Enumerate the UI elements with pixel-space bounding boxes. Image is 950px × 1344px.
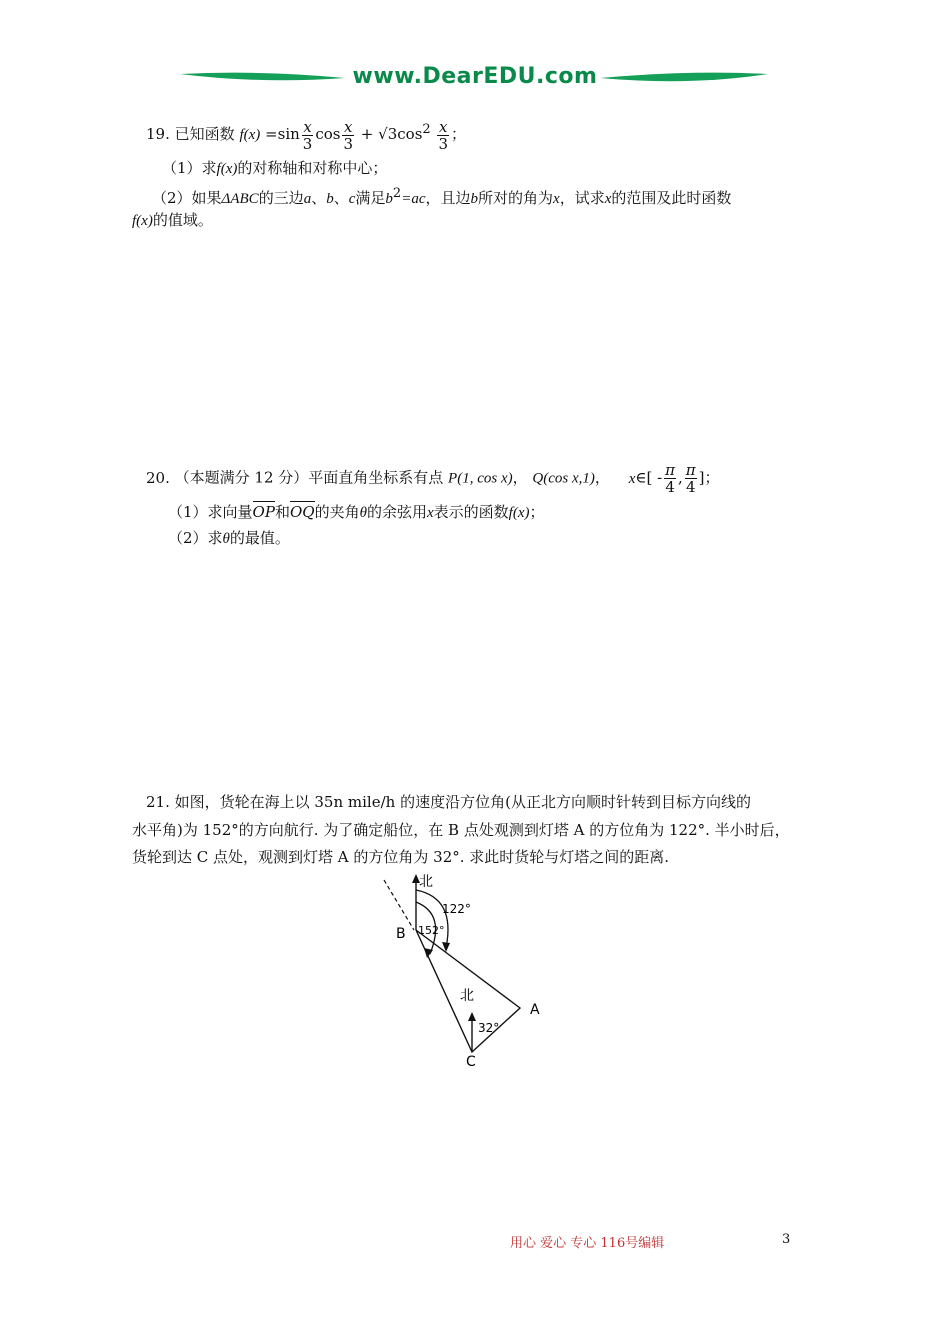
angle-122-label: 122° bbox=[442, 902, 471, 916]
north-label-top: 北 bbox=[419, 874, 433, 890]
q19-part1: （1）求f(x)的对称轴和对称中心； bbox=[162, 159, 388, 177]
angle-152-label: 152° bbox=[418, 924, 445, 937]
q19-part2: （2）如果ΔABC的三边a、b、c满足$b^2=ac$，且边b所对的角为x，试求x的范围及此时函数 bbox=[152, 186, 732, 207]
q19-part2-cont: f(x)的值域。 bbox=[132, 211, 213, 229]
footer-text: 用心 爱心 专心 116号编辑 bbox=[510, 1236, 665, 1251]
q19-line1: 19. 已知函数 f(x) =sin $\frac{x}{3}$ cos $\frac{x}{3}$ + $√3\cos^2$ $\frac{x}{3}$ ； bbox=[146, 117, 467, 153]
q20-line1: 20. （本题满分 12 分）平面直角坐标系有点 P(1, cos x)， Q(cos x,1)， x∈[ - $\frac{\pi}{4}$ , $\frac{\pi}{4}$ ]； bbox=[146, 461, 720, 496]
north-arrow-c-head bbox=[468, 1012, 476, 1021]
label-c: C bbox=[466, 1054, 476, 1070]
angle-32-label: 32° bbox=[478, 1021, 500, 1035]
q21-line2: 水平角)为 152°的方向航行. 为了确定船位，在 B 点处观测到灯塔 A 的方位角为 122°. 半小时后， bbox=[132, 821, 790, 839]
dashed-extension bbox=[384, 880, 414, 930]
navigation-diagram bbox=[360, 868, 560, 1078]
north-label-mid: 北 bbox=[460, 988, 474, 1004]
page-number: 3 bbox=[782, 1232, 791, 1247]
label-b: B bbox=[396, 926, 406, 942]
label-a: A bbox=[530, 1002, 540, 1018]
q21-line3: 货轮到达 C 点处，观测到灯塔 A 的方位角为 32°. 求此时货轮与灯塔之间的距离. bbox=[132, 848, 670, 866]
q20-part2: （2）求θ的最值。 bbox=[168, 529, 290, 547]
site-logo-text[interactable]: www.DearEDU.com bbox=[352, 64, 598, 89]
q21-line1: 21. 如图，货轮在海上以 35n mile/h 的速度沿方位角(从正北方向顺时针转到目标方向线的 bbox=[146, 793, 751, 811]
q20-part1: （1）求向量OP和OQ的夹角θ的余弦用x表示的函数f(x)； bbox=[168, 503, 545, 521]
